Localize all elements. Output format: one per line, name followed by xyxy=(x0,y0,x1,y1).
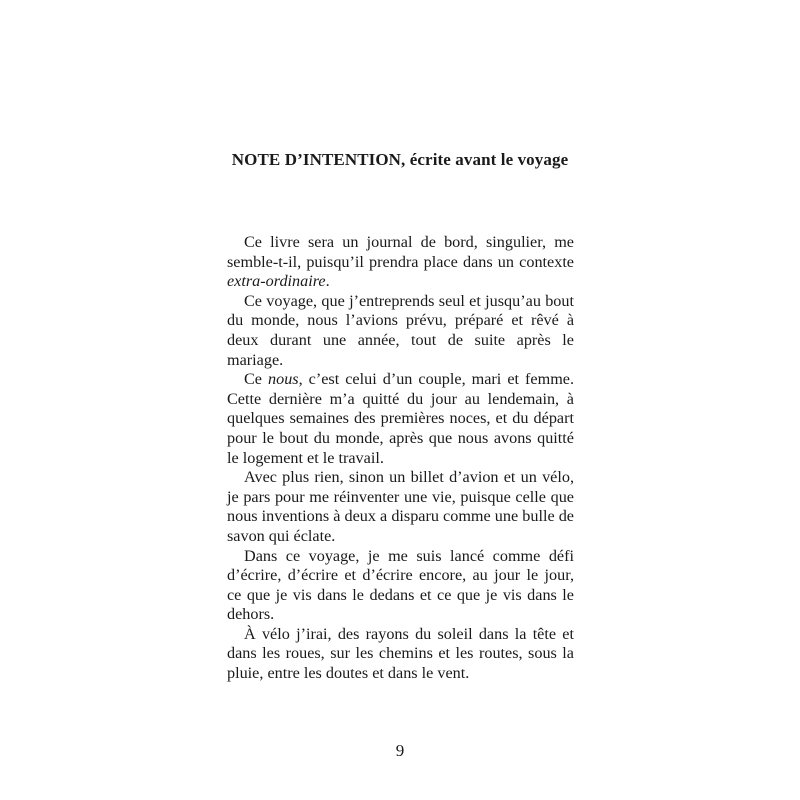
paragraph-text: . xyxy=(325,272,330,291)
paragraph-emphasis: nous, xyxy=(268,370,303,389)
paragraph-emphasis: extra-ordinaire xyxy=(227,272,326,291)
heading-sub: écrite avant le voyage xyxy=(409,150,569,169)
paragraph xyxy=(227,625,574,684)
paragraph xyxy=(227,370,574,468)
paragraph xyxy=(227,233,574,292)
chapter-heading xyxy=(0,150,800,170)
paragraph-text: Ce livre sera un journal de bord, singulier, me semble-t-il, puisqu’il prendra place dans un contexte xyxy=(227,233,574,271)
paragraph-text: Dans ce voyage, je me suis lancé comme défi d’écrire, d’écrire et d’écrire encore, au jour le jour, ce que je vis dans le dedans et ce que je vis dans le dehors. xyxy=(227,546,574,624)
paragraph-text: Avec plus rien, sinon un billet d’avion et un vélo, je pars pour me réinventer une vie, puisque celle que nous inventions à deux a disparu comme une bulle de savon qui éclate. xyxy=(227,468,574,545)
body-text xyxy=(227,233,574,684)
paragraph xyxy=(227,468,574,546)
paragraph-text: À vélo j’irai, des rayons du soleil dans la tête et dans les roues, sur les chemins et les routes, sous la pluie, entre les doutes et dans le vent. xyxy=(227,624,574,683)
heading-main: NOTE D’INTENTION, xyxy=(231,150,406,169)
page-number: 9 xyxy=(395,741,405,760)
paragraph xyxy=(227,292,574,370)
paragraph-text: Ce xyxy=(244,370,269,389)
paragraph xyxy=(227,547,574,625)
paragraph-text: c’est celui d’un couple, mari et femme. Cette dernière m’a quitté du jour au lendemain, à quelques semaines des premières noces, et du départ pour le bout du monde, après que nous avons quitté le logement et le travail. xyxy=(227,370,575,467)
paragraph-text: Ce voyage, que j’entreprends seul et jusqu’au bout du monde, nous l’avions prévu, préparé et rêvé à deux durant une année, tout de suite après le mariage. xyxy=(227,291,574,369)
